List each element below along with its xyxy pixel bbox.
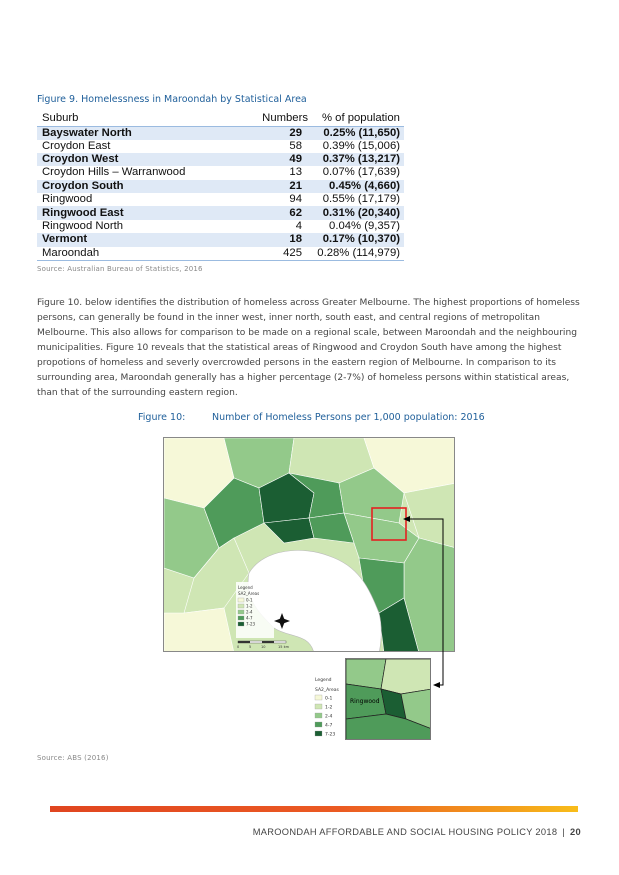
header-suburb: Suburb (37, 111, 227, 126)
svg-text:1-2: 1-2 (325, 705, 333, 711)
footer-accent-bar (50, 806, 578, 812)
header-numbers: Numbers (227, 111, 312, 126)
svg-text:4-7: 4-7 (325, 723, 333, 729)
cell-suburb: Bayswater North (37, 126, 227, 140)
cell-percent: 0.55% (17,179) (322, 193, 400, 206)
page-number: 20 (570, 827, 581, 837)
map-legend-field: SA2_Areas (238, 591, 260, 596)
cell-percent: 0.07% (17,639) (322, 166, 400, 179)
svg-text:1-2: 1-2 (246, 603, 253, 609)
table-row (37, 166, 404, 179)
homelessness-table (37, 111, 404, 261)
inset-label: Ringwood (350, 698, 380, 705)
table-row (37, 140, 404, 153)
figure-9-caption: Figure 9. Homelessness in Maroondah by Statistical Area (37, 94, 307, 105)
footer-title: MAROONDAH AFFORDABLE AND SOCIAL HOUSING POLICY 2018 (252, 827, 558, 837)
cell-percent: 0.39% (15,006) (322, 139, 400, 152)
cell-suburb: Croydon Hills – Warranwood (42, 166, 186, 179)
cell-percent: 0.31% (20,340) (312, 206, 404, 219)
svg-text:7-23: 7-23 (246, 621, 256, 627)
svg-text:5: 5 (249, 645, 252, 649)
figure-10-label: Figure 10: (138, 412, 186, 423)
cell-suburb: Ringwood (42, 193, 93, 206)
cell-numbers: 49 (227, 153, 312, 166)
inset-map-graphic (346, 659, 431, 740)
table-header-row (37, 111, 404, 126)
cell-suburb: Maroondah (37, 247, 227, 261)
map-legend-title: Legend (238, 585, 253, 590)
cell-suburb: Croydon West (37, 153, 227, 166)
table-row (37, 247, 404, 261)
figure-10-title: Number of Homeless Persons per 1,000 population: 2016 (212, 412, 485, 423)
table-row (37, 206, 404, 219)
svg-text:15 km: 15 km (278, 645, 290, 649)
cell-suburb: Ringwood North (42, 220, 124, 233)
table-row (37, 180, 404, 193)
cell-numbers: 62 (227, 206, 312, 219)
cell-numbers: 425 (227, 247, 312, 261)
cell-percent: 0.04% (9,357) (329, 220, 400, 233)
cell-suburb: Ringwood East (37, 206, 227, 219)
cell-percent: 0.17% (10,370) (312, 233, 404, 246)
table-row (37, 126, 404, 140)
svg-text:4-7: 4-7 (246, 615, 253, 621)
cell-suburb: Croydon East (42, 139, 111, 152)
cell-percent: 0.25% (11,650) (312, 126, 404, 140)
cell-numbers: 4 (295, 220, 302, 233)
svg-text:7-23: 7-23 (325, 732, 336, 738)
cell-numbers: 21 (227, 180, 312, 193)
table-row (37, 193, 404, 206)
cell-numbers: 29 (227, 126, 312, 140)
svg-text:10: 10 (261, 645, 266, 649)
figure-9-source: Source: Australian Bureau of Statistics, 2016 (37, 265, 203, 273)
ringwood-inset-map (345, 658, 431, 740)
footer-separator: | (562, 827, 566, 837)
svg-text:2-4: 2-4 (325, 714, 333, 720)
cell-suburb: Vermont (37, 233, 227, 246)
svg-text:2-4: 2-4 (246, 609, 253, 615)
cell-percent: 0.45% (4,660) (312, 180, 404, 193)
table-row (37, 233, 404, 246)
inset-legend-title: Legend (315, 678, 332, 683)
cell-numbers: 13 (289, 166, 302, 179)
body-paragraph: Figure 10. below identifies the distribution of homeless across Greater Melbourne. The highest proportions of homeless persons, can generally be found in the inner west, inner north, south east, and central regions of metropolitan Melbourne. This also allows for comparison to be made on a regional scale, between Maroondah and the neighbouring municipalities. Figure 10 reveals that the statistical areas of Ringwood and Croydon South have among the highest propotions of homeless and severly overcrowded persons in the eastern region of Melbourne. In comparison to its surrounding area, Maroondah generally has a higher percentage (2-7%) of homeless persons within statistical areas, than that of the surrounding eastern region. (37, 298, 580, 398)
inset-legend-field: SA2_Areas (315, 688, 339, 693)
header-percent: % of population (312, 111, 404, 126)
inset-legend (314, 676, 344, 740)
table-row (37, 153, 404, 166)
svg-text:0-1: 0-1 (325, 696, 333, 702)
table-row (37, 220, 404, 233)
svg-text:0-1: 0-1 (246, 597, 253, 603)
cell-numbers: 18 (227, 233, 312, 246)
figure-10-source: Source: ABS (2016) (37, 754, 109, 762)
cell-numbers: 94 (289, 193, 302, 206)
cell-percent: 0.37% (13,217) (312, 153, 404, 166)
page-footer (253, 827, 581, 837)
cell-suburb: Croydon South (37, 180, 227, 193)
cell-percent: 0.28% (114,979) (312, 247, 404, 261)
cell-numbers: 58 (289, 139, 302, 152)
svg-text:0: 0 (237, 645, 240, 649)
